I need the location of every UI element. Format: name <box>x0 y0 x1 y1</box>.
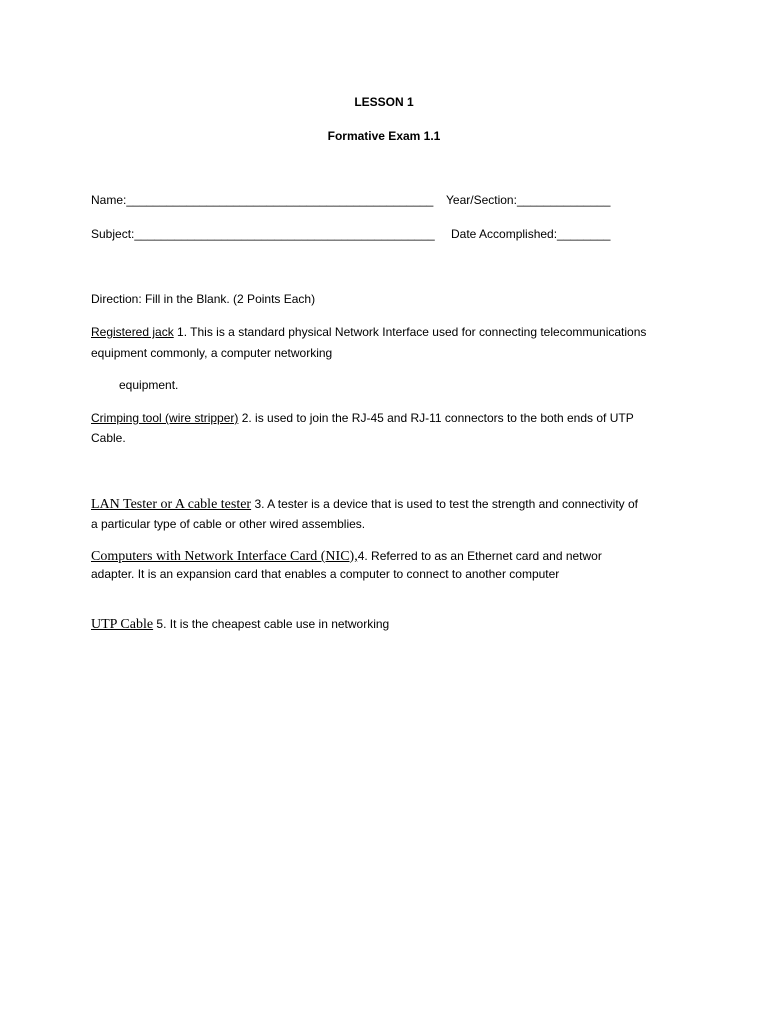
question-3 <box>91 496 638 513</box>
answer-5: UTP Cable <box>91 617 154 632</box>
question-5-text: 5. It is the cheapest cable use in networking <box>153 617 390 631</box>
question-4-text: 4. Referred to as an Ethernet card and networ <box>357 549 602 563</box>
exam-title: Formative Exam 1.1 <box>327 129 441 143</box>
lesson-title: LESSON 1 <box>354 95 414 109</box>
question-2-line-2: Cable. <box>91 431 126 445</box>
question-3-text: 3. A tester is a device that is used to test the strength and connectivity of <box>251 497 638 511</box>
question-1-line-2: equipment commonly, a computer networking <box>91 346 333 360</box>
question-1-text: 1. This is a standard physical Network Interface used for connecting telecommunications <box>173 325 647 339</box>
question-1-line-3: equipment. <box>119 378 179 392</box>
answer-4: Computers with Network Interface Card (NIC), <box>91 549 358 564</box>
answer-1: Registered jack <box>91 325 174 339</box>
year-section-field: Year/Section:______________ <box>446 193 611 207</box>
direction-text: Direction: Fill in the Blank. (2 Points Each) <box>91 292 316 306</box>
question-5 <box>91 616 389 633</box>
question-4 <box>91 548 602 565</box>
question-2 <box>91 410 634 426</box>
question-4-line-2: adapter. It is an expansion card that enables a computer to connect to another computer <box>91 567 560 581</box>
answer-3: LAN Tester or A cable tester <box>91 497 252 512</box>
name-field: Name:______________________________________________ <box>91 193 434 207</box>
question-3-line-2: a particular type of cable or other wired assemblies. <box>91 517 366 531</box>
subject-field: Subject:_____________________________________________ <box>91 227 435 241</box>
question-2-text: 2. is used to join the RJ-45 and RJ-11 connectors to the both ends of UTP <box>238 411 634 425</box>
question-1 <box>91 324 646 340</box>
date-accomplished-field: Date Accomplished:________ <box>451 227 611 241</box>
answer-2: Crimping tool (wire stripper) <box>91 411 239 425</box>
